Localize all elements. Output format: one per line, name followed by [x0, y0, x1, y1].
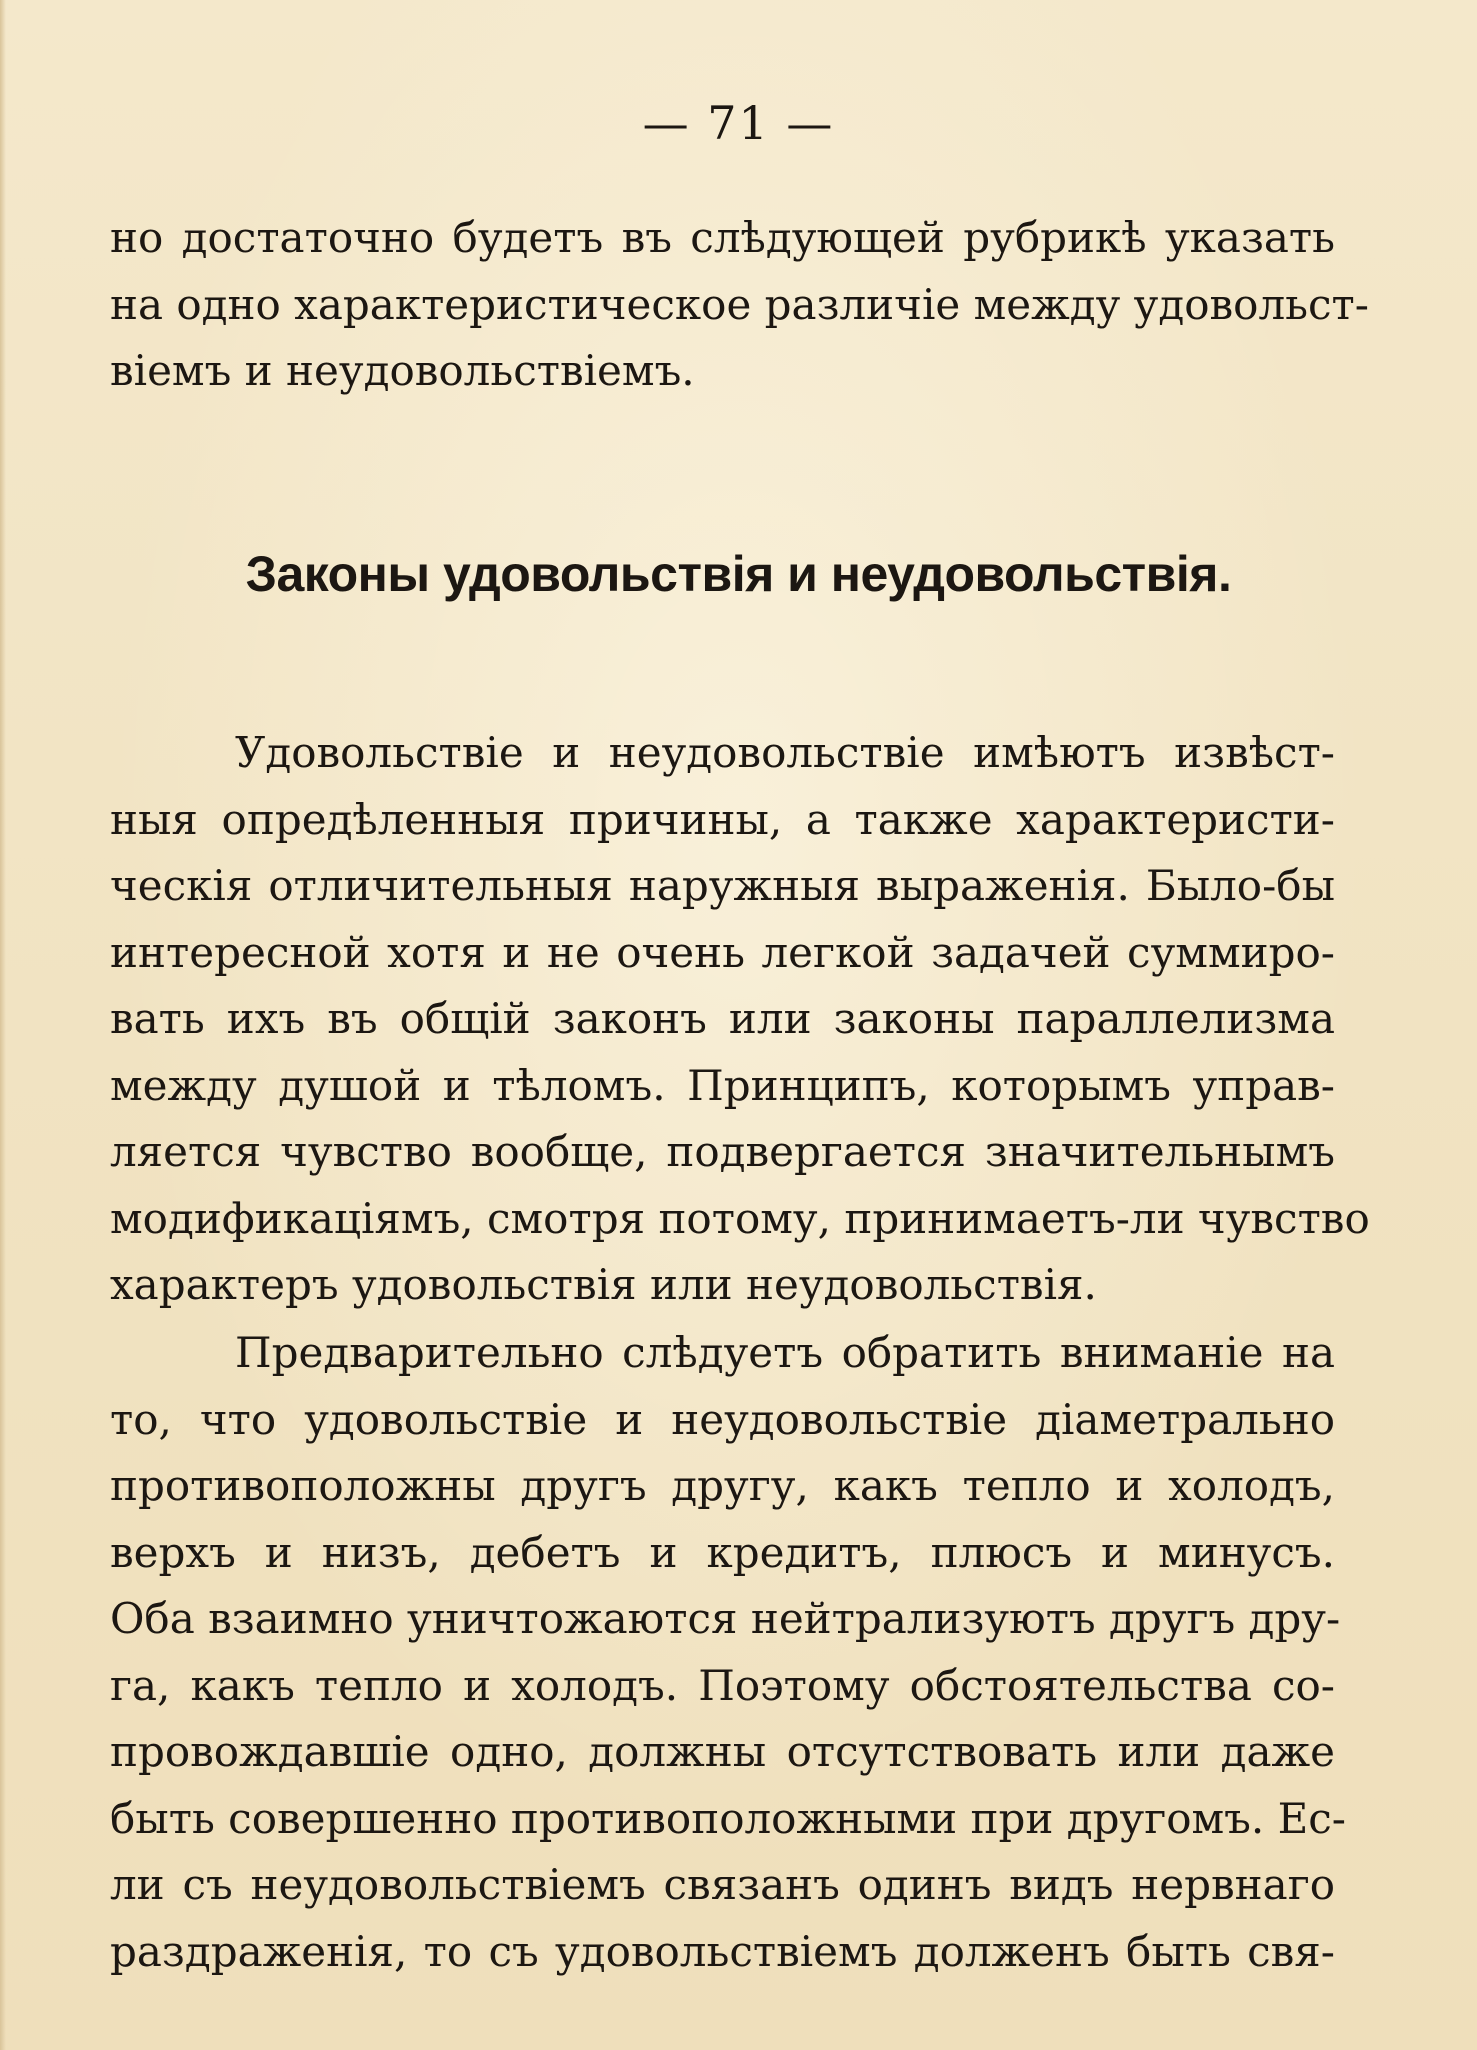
text-line: га, какъ тепло и холодъ. Поэтому обстоятельства со-: [110, 1660, 1335, 1710]
paragraph-continued: [110, 205, 1369, 405]
text-line: Предварительно слѣдуетъ обратить вниманіе на: [235, 1328, 1335, 1377]
text-line: ли съ неудовольствіемъ связанъ одинъ видъ нервнаго: [110, 1860, 1335, 1909]
text-line: быть совершенно противоположными при другомъ. Ес-: [110, 1793, 1346, 1843]
text-line: верхъ и низъ, дебетъ и кредитъ, плюсъ и минусъ.: [110, 1527, 1335, 1577]
text-line: противоположны другъ другу, какъ тепло и холодъ,: [110, 1461, 1335, 1510]
text-line: ныя опредѣленныя причины, а также характеристи-: [110, 794, 1335, 844]
paragraph-1: [110, 720, 1370, 1319]
section-heading: Законы удовольствія и неудовольствія.: [245, 546, 1232, 602]
text-line: на одно характеристическое различіе между удовольст-: [110, 279, 1369, 329]
text-line: характеръ удовольствія или неудовольствія.: [110, 1260, 1097, 1309]
text-line: раздраженія, то съ удовольствіемъ долженъ быть свя-: [110, 1926, 1335, 1976]
text-line: между душой и тѣломъ. Принципъ, которымъ управ-: [110, 1060, 1335, 1110]
text-line: то, что удовольствіе и неудовольствіе діаметрально: [110, 1394, 1335, 1444]
text-line: интересной хотя и не очень легкой задачей суммиро-: [110, 927, 1335, 977]
paragraph-2: [110, 1320, 1346, 1985]
text-line: ляется чувство вообще, подвергается значительнымъ: [110, 1127, 1335, 1176]
text-line: ческія отличительныя наружныя выраженія. Было-бы: [110, 861, 1335, 910]
text-line: провождавшіе одно, должны отсутствовать или даже: [110, 1727, 1335, 1776]
page-number: — 71 —: [642, 96, 835, 150]
text-line: вать ихъ въ общій законъ или законы параллелизма: [110, 994, 1335, 1043]
text-line: Оба взаимно уничтожаются нейтрализуютъ другъ дру-: [110, 1594, 1341, 1643]
text-line: Удовольствіе и неудовольствіе имѣютъ извѣст-: [235, 728, 1335, 777]
text-line: віемъ и неудовольствіемъ.: [110, 346, 695, 395]
text-line: модификаціямъ, смотря потому, принимаетъ-ли чувство: [110, 1193, 1370, 1243]
text-line: но достаточно будетъ въ слѣдующей рубрикѣ указать: [110, 213, 1335, 262]
page-edge-shadow: [0, 0, 6, 2050]
